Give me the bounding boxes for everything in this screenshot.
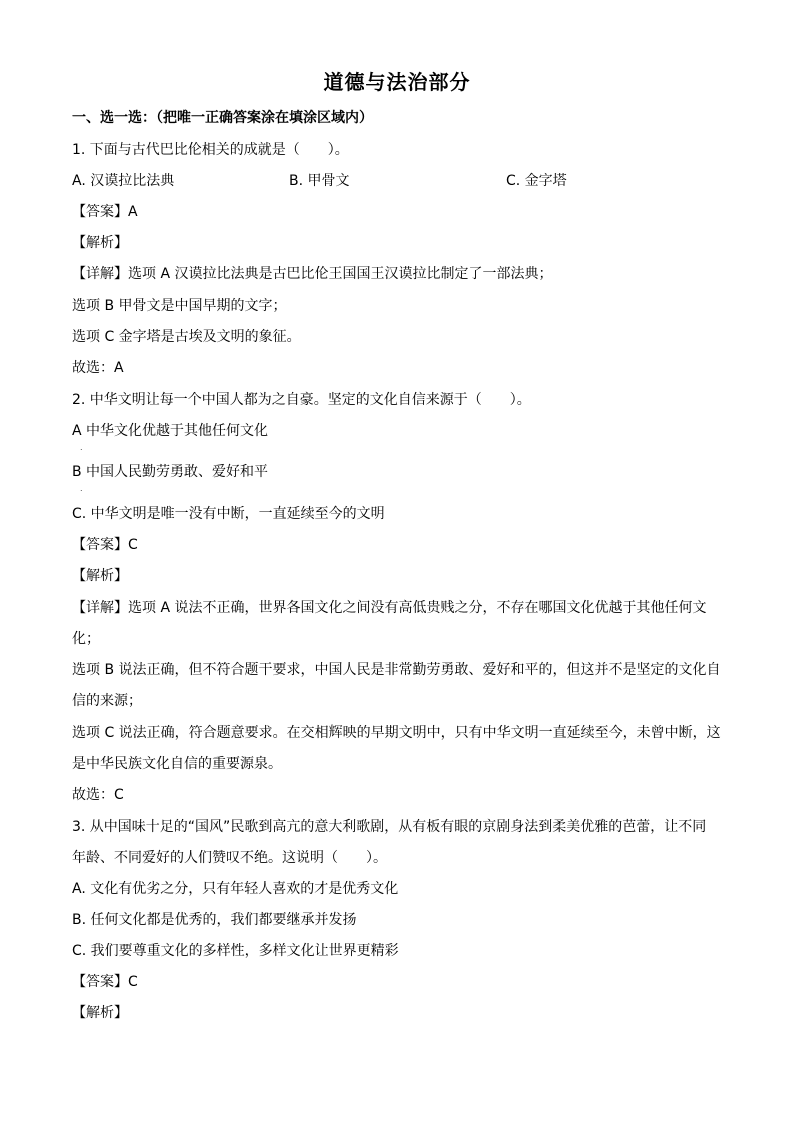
q2-option-b: B 中国人民勤劳勇敢、爱好和平 (72, 464, 269, 480)
q2-analysis: 【解析】 (72, 568, 128, 584)
q2-option-dot: . (80, 484, 83, 493)
q1-option-a: A. 汉谟拉比法典 (72, 173, 175, 189)
q1-analysis: 【解析】 (72, 235, 128, 251)
q2-stem: 2. 中华文明让每一个中国人都为之自豪。坚定的文化自信来源于（ ）。 (72, 392, 531, 408)
q1-stem: 1. 下面与古代巴比伦相关的成就是（ ）。 (72, 142, 349, 158)
q2-detail-line: 【详解】选项 A 说法不正确，世界各国文化之间没有高低贵贱之分，不存在哪国文化优越于其他任何文 (72, 600, 707, 616)
q1-detail-line: 选项 C 金字塔是古埃及文明的象征。 (72, 329, 301, 345)
page-title: 道德与法治部分 (323, 70, 471, 94)
q1-option-c: C. 金字塔 (506, 173, 567, 189)
q3-analysis: 【解析】 (72, 1005, 128, 1021)
q2-option-dot: . (80, 443, 83, 452)
q1-answer: 【答案】A (72, 204, 138, 220)
q1-option-b: B. 甲骨文 (289, 173, 350, 189)
q3-option-a: A. 文化有优劣之分，只有年轻人喜欢的才是优秀文化 (72, 881, 399, 897)
q3-option-c: C. 我们要尊重文化的多样性，多样文化让世界更精彩 (72, 943, 399, 959)
q2-choice: 故选：C (72, 787, 124, 803)
q3-option-b: B. 任何文化都是优秀的，我们都要继承并发扬 (72, 912, 357, 928)
q1-detail-line: 【详解】选项 A 汉谟拉比法典是古巴比伦王国国王汉谟拉比制定了一部法典； (72, 266, 553, 282)
q2-option-a: A 中华文化优越于其他任何文化 (72, 423, 269, 439)
q2-answer: 【答案】C (72, 537, 138, 553)
q3-stem-line: 年龄、不同爱好的人们赞叹不绝。这说明（ ）。 (72, 850, 387, 866)
q2-detail-line: 选项 B 说法正确，但不符合题干要求，中国人民是非常勤劳勇敢、爱好和平的，但这并不是坚定的文化自 (72, 662, 721, 678)
q2-detail-line: 信的来源； (72, 693, 142, 709)
section-heading: 一、选一选：（把唯一正确答案涂在填涂区域内） (72, 110, 373, 126)
q2-detail-line: 选项 C 说法正确，符合题意要求。在交相辉映的早期文明中，只有中华文明一直延续至今，未曾中断，这 (72, 725, 721, 741)
q2-detail-line: 是中华民族文化自信的重要源泉。 (72, 756, 282, 772)
q1-choice: 故选：A (72, 360, 124, 376)
q2-detail-line: 化； (72, 631, 100, 647)
q3-stem-line: 3. 从中国味十足的“国风”民歌到高亢的意大利歌剧，从有板有眼的京剧身法到柔美优雅的芭蕾，让不同 (72, 819, 707, 835)
q2-option-c: C. 中华文明是唯一没有中断，一直延续至今的文明 (72, 506, 385, 522)
q1-detail-line: 选项 B 甲骨文是中国早期的文字； (72, 298, 287, 314)
q3-answer: 【答案】C (72, 974, 138, 990)
